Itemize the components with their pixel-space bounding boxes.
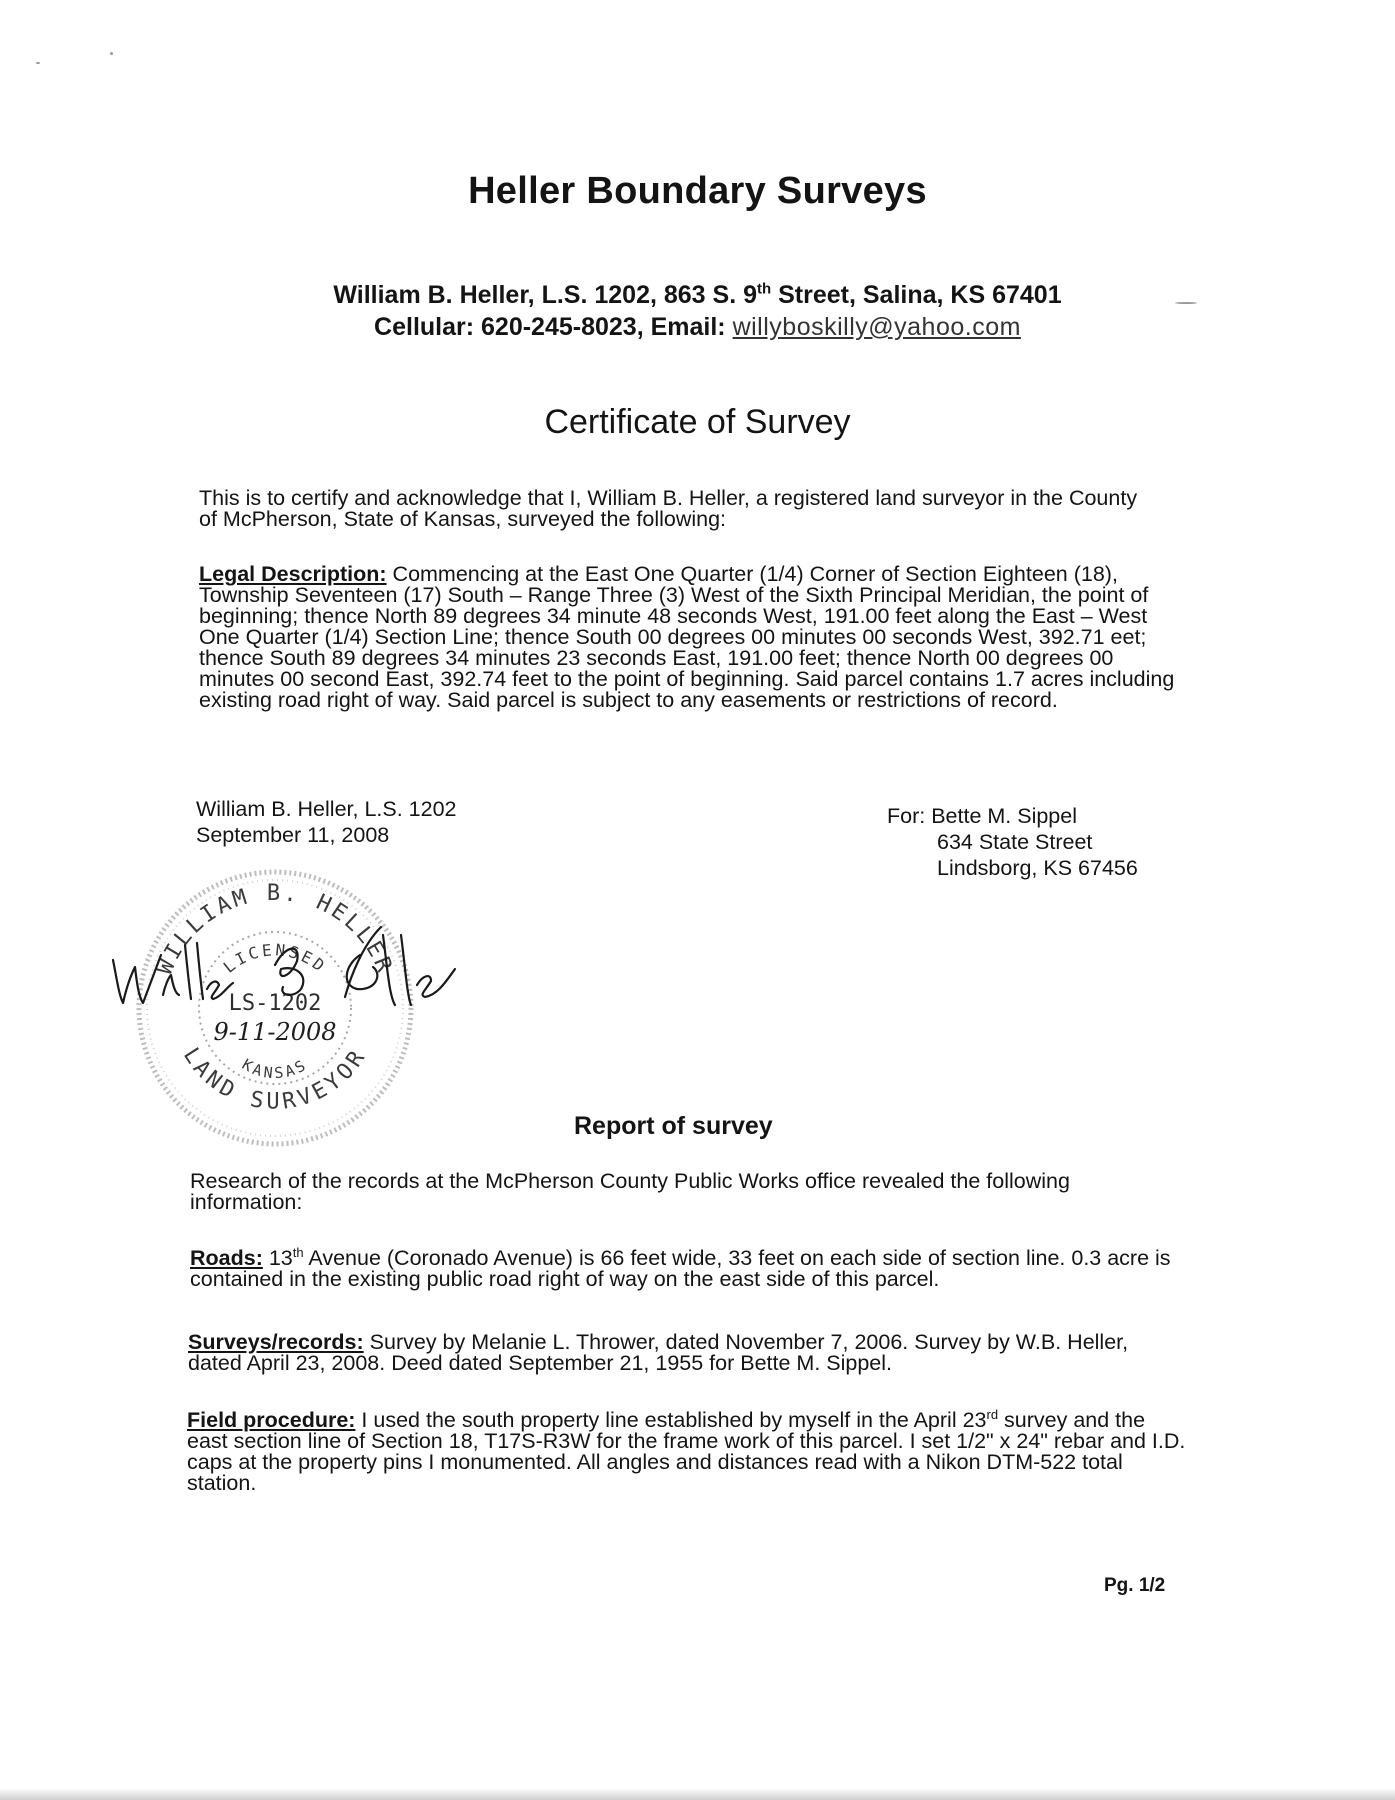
seal-handwritten-date: 9-11-2008 [213, 1018, 337, 1046]
scan-bottom-edge [0, 1788, 1395, 1800]
certification-paragraph: This is to certify and acknowledge that I, William B. Heller, a registered land surveyor in the County of McPherson, State of Kansas, surveyed the following: [199, 486, 1138, 531]
svg-text:LAND SURVEYOR [178, 1044, 372, 1115]
seal-license-number: LS-1202 [228, 991, 322, 1016]
surveys-records-text: Survey by Melanie L. Thrower, dated November 7, 2006. Survey by W.B. Heller, dated April 23, 2008. Deed dated September 21, 1955 for Bette M. Sippel. [188, 1330, 1129, 1375]
legal-description-label: Legal Description: [199, 562, 387, 586]
contact-line [0, 310, 1395, 344]
client-city: Lindsborg, KS 67456 [937, 856, 1138, 880]
field-procedure-superscript: rd [986, 1406, 999, 1422]
surveyor-signature-block [196, 796, 457, 848]
scan-speck [36, 62, 40, 64]
client-street: 634 State Street [937, 830, 1093, 854]
surveyor-name: William B. Heller, L.S. 1202 [196, 797, 457, 821]
surveys-records-paragraph [188, 1332, 1178, 1374]
roads-text-end: Avenue (Coronado Avenue) is 66 feet wide, 33 feet on each side of section line. 0.3 acre is contained in the existing public road right of way on the east side of this parcel. [190, 1246, 1171, 1291]
company-name: Heller Boundary Surveys [468, 170, 927, 212]
address-text: William B. Heller, L.S. 1202, 863 S. 9 [333, 281, 757, 309]
surveys-records-label: Surveys/records: [188, 1330, 364, 1354]
address-text-end: Street, Salina, KS 67401 [771, 281, 1062, 309]
email-link[interactable]: willyboskilly@yahoo.com [732, 313, 1021, 341]
client-block [887, 803, 1138, 881]
survey-date: September 11, 2008 [196, 823, 390, 847]
scan-speck [110, 52, 113, 55]
field-procedure-paragraph [187, 1406, 1187, 1495]
seal-state-text: KANSAS [239, 1055, 311, 1083]
legal-description-text: Commencing at the East One Quarter (1/4) Corner of Section Eighteen (18), Township Seventeen (17) South – Range Three (3) West of the Sixth Principal Meridian, the point of beginning; thence North 89 degrees 34 minute 48 seconds West, 191.00 feet along the East – West One Quarter (1/4) Section Line; thence South 00 degrees 00 minutes 00 seconds West, 392.71 eet; thence South 89 degrees 34 minutes 23 seconds East, 191.00 feet; thence North 00 degrees 00 minutes 00 second East, 392.74 feet to the point of beginning. Said parcel contains 1.7 acres including existing road right of way. Said parcel is subject to any easements or restrictions of record. [199, 562, 1175, 712]
svg-text:KANSAS [239, 1055, 311, 1082]
field-procedure-text: I used the south property line established by myself in the April 23 [355, 1408, 987, 1432]
contact-text: Cellular: 620-245-8023, Email: [374, 313, 733, 341]
research-paragraph: Research of the records at the McPherson County Public Works office revealed the following information: [190, 1169, 1070, 1214]
seal-bottom-text: LAND SURVEYOR [177, 1043, 373, 1115]
field-procedure-text-end: survey and the east section line of Section 18, T17S-R3W for the frame work of this parcel. I set 1/2" x 24" rebar and I.D. caps at the property pins I monumented. All angles and distances read with a Nikon DTM-522 total station. [187, 1408, 1186, 1495]
report-title: Report of survey [574, 1112, 773, 1140]
handwritten-signature-icon [105, 925, 485, 1045]
roads-superscript: th [292, 1244, 304, 1260]
client-name: For: Bette M. Sippel [887, 804, 1077, 828]
surveyor-address [0, 278, 1395, 312]
address-superscript: th [757, 280, 772, 298]
seal-licensed-text: LICENSED [219, 940, 331, 977]
roads-text: 13 [262, 1246, 293, 1270]
page-number: Pg. 1/2 [1104, 1575, 1166, 1596]
field-procedure-label: Field procedure: [187, 1408, 356, 1432]
seal-outer-text: WILLIAM B. HELLER [152, 881, 398, 979]
roads-label: Roads: [190, 1246, 263, 1270]
scan-speck [1175, 302, 1197, 304]
legal-description [199, 564, 1189, 711]
certificate-title: Certificate of Survey [544, 403, 851, 441]
roads-paragraph [190, 1244, 1180, 1291]
